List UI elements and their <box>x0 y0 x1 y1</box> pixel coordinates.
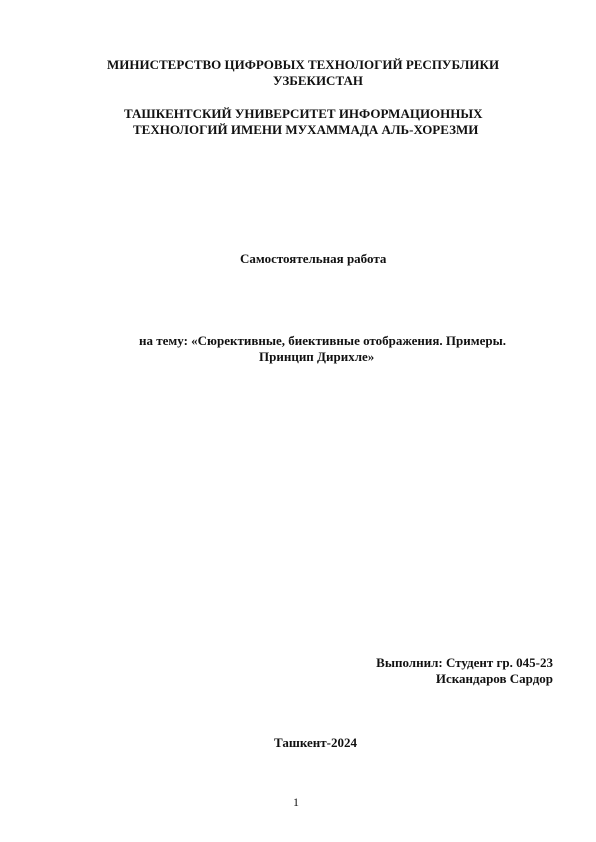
work-type-title: Самостоятельная работа <box>240 251 387 266</box>
ministry-line-1: МИНИСТЕРСТВО ЦИФРОВЫХ ТЕХНОЛОГИЙ РЕСПУБЛИКИ <box>107 57 500 72</box>
topic-line-1: на тему: «Сюрективные, биективные отображения. Примеры. <box>139 333 506 348</box>
city-year: Ташкент-2024 <box>274 735 357 750</box>
university-line-2: ТЕХНОЛОГИЙ ИМЕНИ МУХАММАДА АЛЬ-ХОРЕЗМИ <box>133 122 479 137</box>
topic-line-2: Принцип Дирихле» <box>259 349 375 364</box>
author-line-1: Выполнил: Студент гр. 045-23 <box>376 655 553 670</box>
author-line-2: Искандаров Сардор <box>435 671 553 686</box>
page-number: 1 <box>293 795 299 809</box>
university-line-1: ТАШКЕНТСКИЙ УНИВЕРСИТЕТ ИНФОРМАЦИОННЫХ <box>124 106 483 121</box>
ministry-line-2: УЗБЕКИСТАН <box>273 73 363 88</box>
